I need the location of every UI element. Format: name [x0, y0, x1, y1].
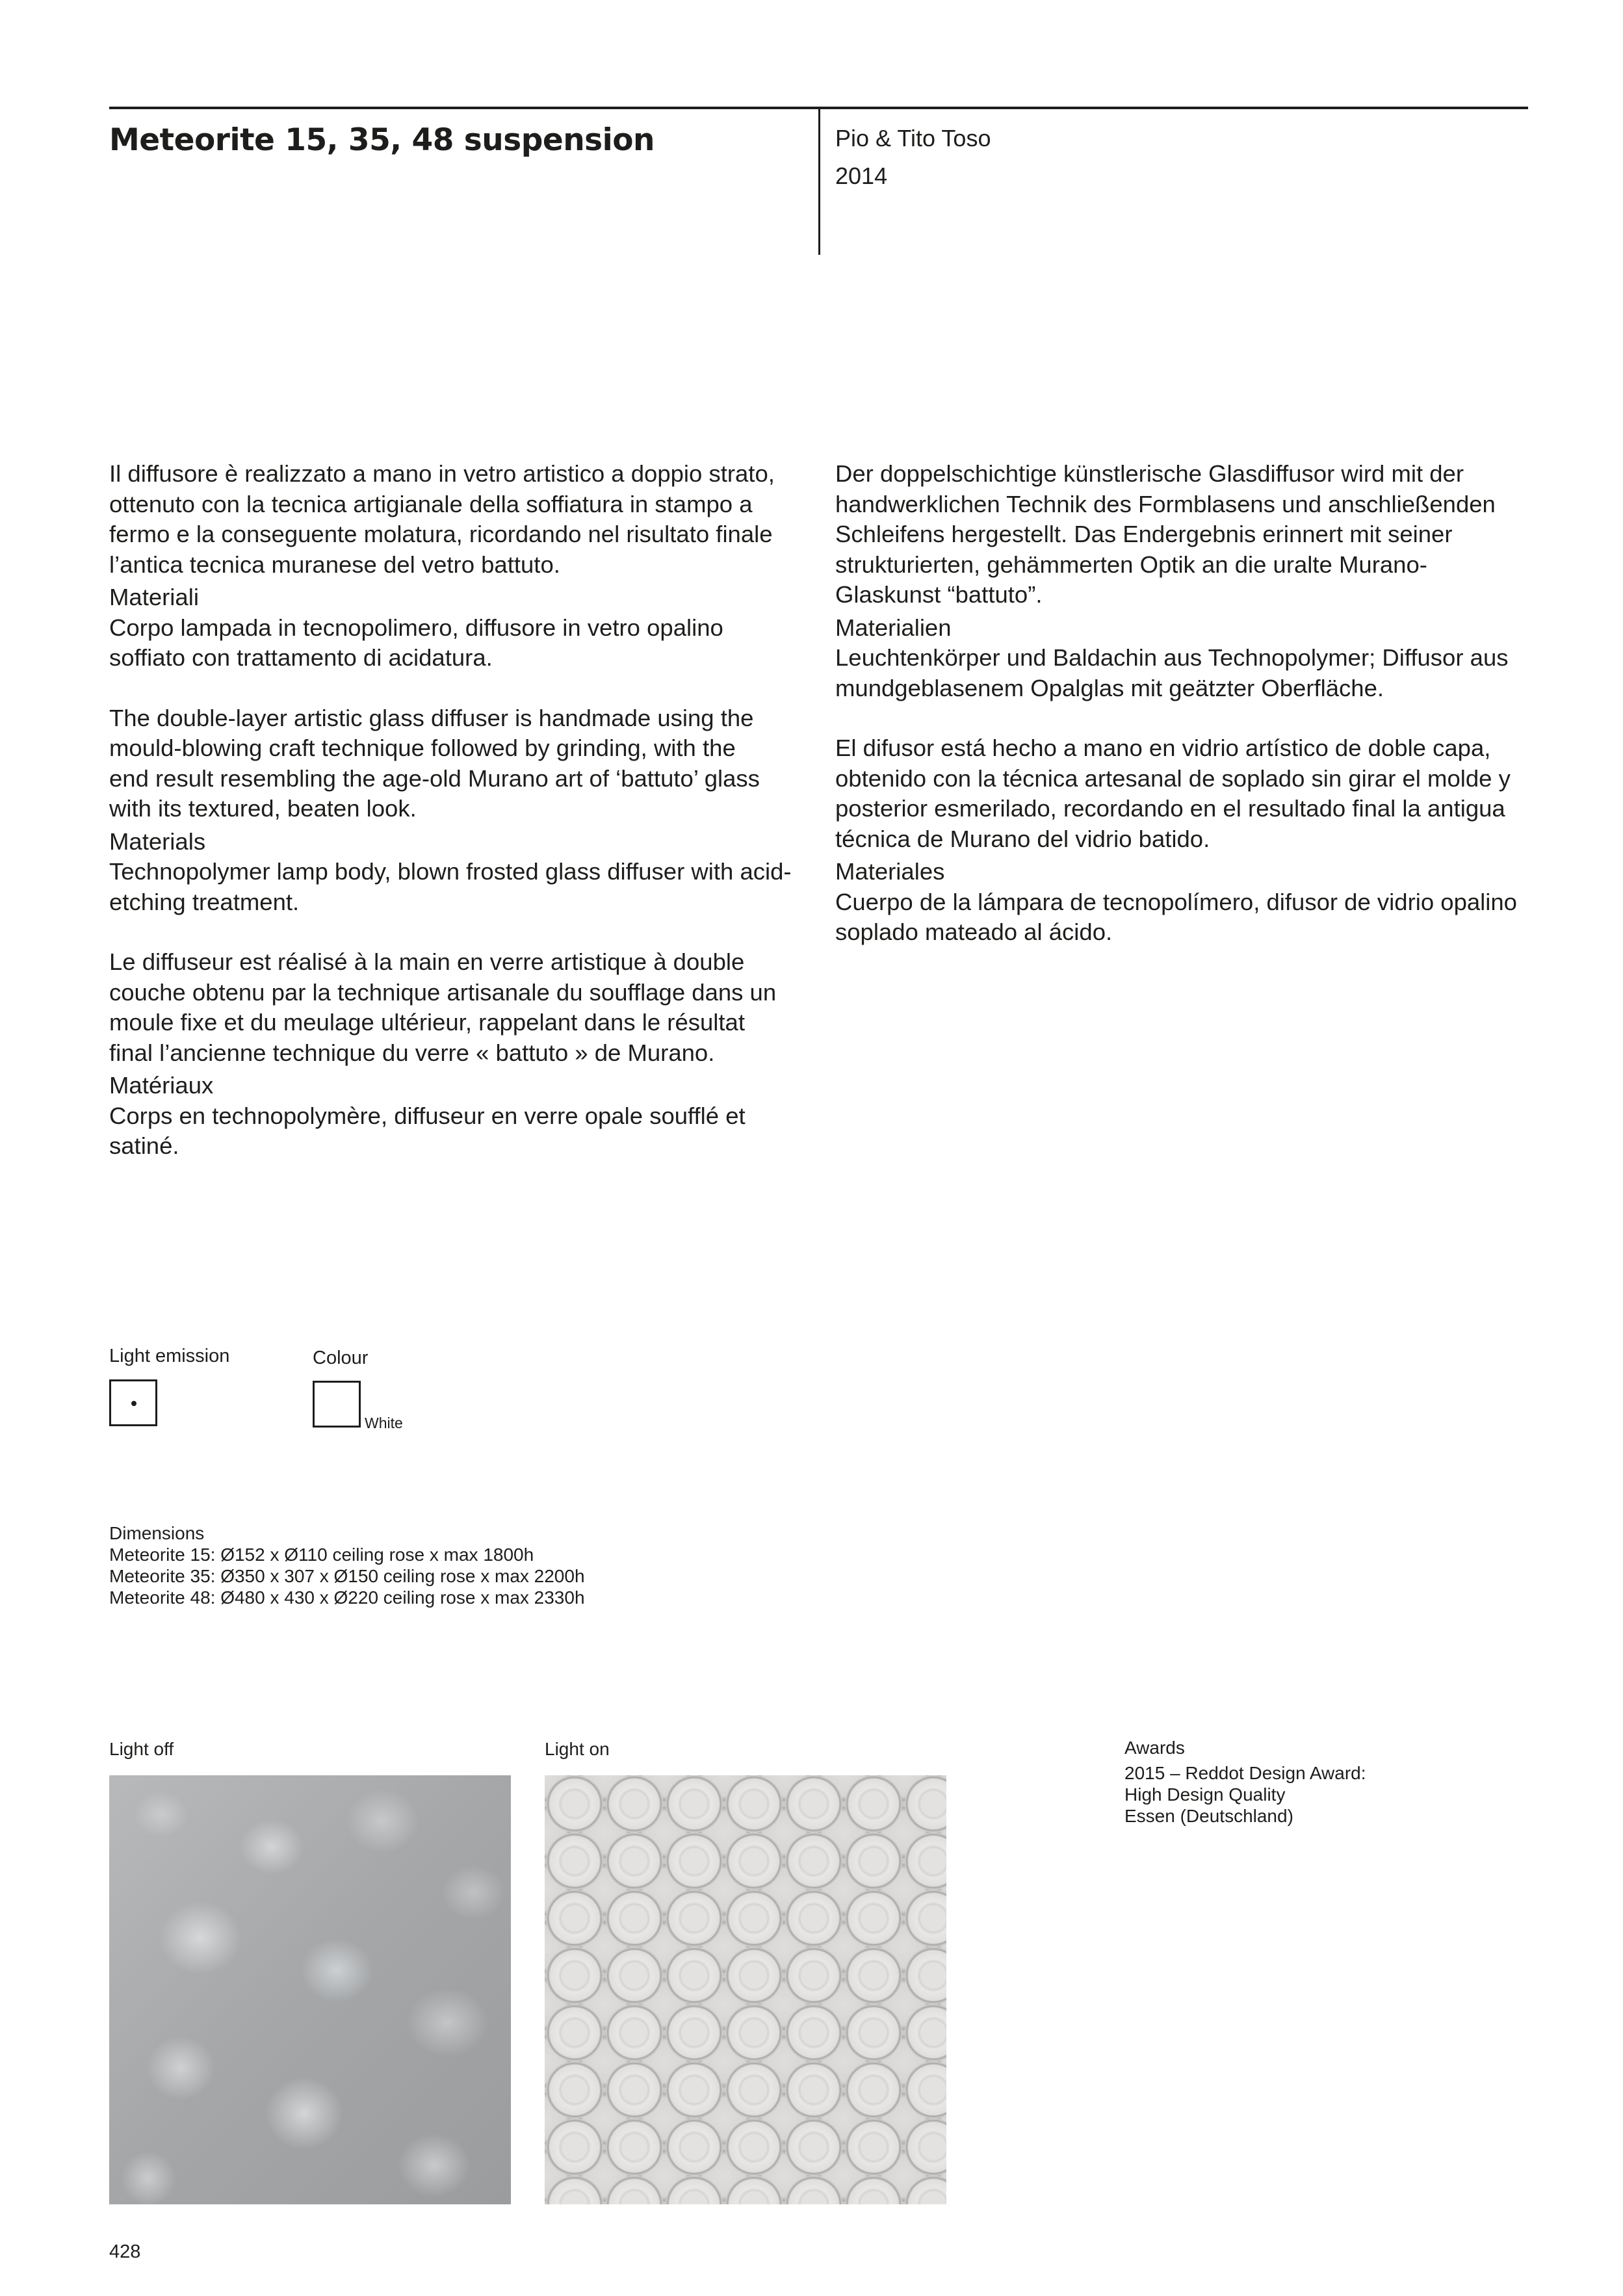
- light-point-icon: [131, 1401, 136, 1406]
- description-column-right: [835, 459, 1537, 948]
- light-on-image: [545, 1775, 946, 2204]
- dimension-line: Meteorite 48: Ø480 x 430 x Ø220 ceiling rose x max 2330h: [109, 1587, 585, 1608]
- light-on-label: Light on: [545, 1739, 610, 1759]
- description-column-left: [109, 459, 811, 1162]
- light-emission-icon: [109, 1379, 157, 1426]
- description-es: El difusor está hecho a mano en vidrio artístico de doble capa, obtenido con la técnica artesanal de soplado sin girar el molde y posterior esmerilado, recordando en el resultado final la antigua técnica de Murano del vidrio batido.: [835, 735, 1511, 852]
- materials-es: Cuerpo de la lámpara de tecnopolímero, difusor de vidrio opalino soplado mateado al ácido.: [835, 888, 1517, 945]
- award-line: 2015 – Reddot Design Award:: [1124, 1763, 1366, 1783]
- materials-heading-de: Materialien: [835, 614, 952, 641]
- materials-heading-es: Materiales: [835, 858, 945, 885]
- colour-swatch-white: [313, 1381, 361, 1428]
- materials-fr: Corps en technopolymère, diffuseur en verre opale soufflé et satiné.: [109, 1102, 746, 1159]
- dimension-line: Meteorite 35: Ø350 x 307 x Ø150 ceiling rose x max 2200h: [109, 1566, 585, 1586]
- awards-block: [1124, 1737, 1366, 1827]
- dimensions-label: Dimensions: [109, 1523, 205, 1543]
- materials-heading-it: Materiali: [109, 584, 199, 610]
- award-line: High Design Quality: [1124, 1784, 1286, 1805]
- materials-en: Technopolymer lamp body, blown frosted glass diffuser with acid- etching treatment.: [109, 858, 792, 915]
- materials-heading-en: Materials: [109, 828, 206, 855]
- light-off-label: Light off: [109, 1739, 174, 1759]
- header-divider: [818, 108, 820, 255]
- page-number: 428: [109, 2241, 141, 2262]
- design-year: 2014: [835, 163, 888, 189]
- dimensions-block: [109, 1522, 585, 1608]
- materials-heading-fr: Matériaux: [109, 1072, 214, 1099]
- description-en: The double-layer artistic glass diffuser is handmade using the mould-blowing craft technique followed by grinding, with the end result resembling the age-old Murano art of ‘battuto’ glass with its textured, beaten look.: [109, 704, 760, 822]
- product-title: Meteorite 15, 35, 48 suspension: [109, 122, 655, 158]
- award-line: Essen (Deutschland): [1124, 1806, 1293, 1826]
- materials-de: Leuchtenkörper und Baldachin aus Technopolymer; Diffusor aus mundgeblasenem Opalglas mit geätzter Oberfläche.: [835, 644, 1509, 701]
- light-off-image: [109, 1775, 511, 2204]
- materials-it: Corpo lampada in tecnopolimero, diffusore in vetro opalino soffiato con trattamento di acidatura.: [109, 614, 723, 671]
- description-it: Il diffusore è realizzato a mano in vetro artistico a doppio strato, ottenuto con la tecnica artigianale della soffiatura in stampo a fermo e la conseguente molatura, ricordando nel risultato finale l’antica tecnica muranese del vetro battuto.: [109, 460, 775, 578]
- designer-name: Pio & Tito Toso: [835, 125, 991, 151]
- awards-label: Awards: [1124, 1738, 1185, 1758]
- colour-value: White: [365, 1415, 403, 1431]
- description-fr: Le diffuseur est réalisé à la main en verre artistique à double couche obtenu par la technique artisanale du soufflage dans un moule fixe et du meulage ultérieur, rappelant dans le résultat final l’ancienne technique du verre « battuto » de Murano.: [109, 948, 777, 1066]
- light-emission-label: Light emission: [109, 1346, 230, 1366]
- colour-label: Colour: [313, 1348, 369, 1368]
- dimension-line: Meteorite 15: Ø152 x Ø110 ceiling rose x max 1800h: [109, 1545, 534, 1565]
- description-de: Der doppelschichtige künstlerische Glasdiffusor wird mit der handwerklichen Technik des Formblasens und anschließenden Schleifens hergestellt. Das Endergebnis erinnert mit seiner strukturierten, gehämmerten Optik an die uralte Murano- Glaskunst “battuto”.: [835, 460, 1496, 608]
